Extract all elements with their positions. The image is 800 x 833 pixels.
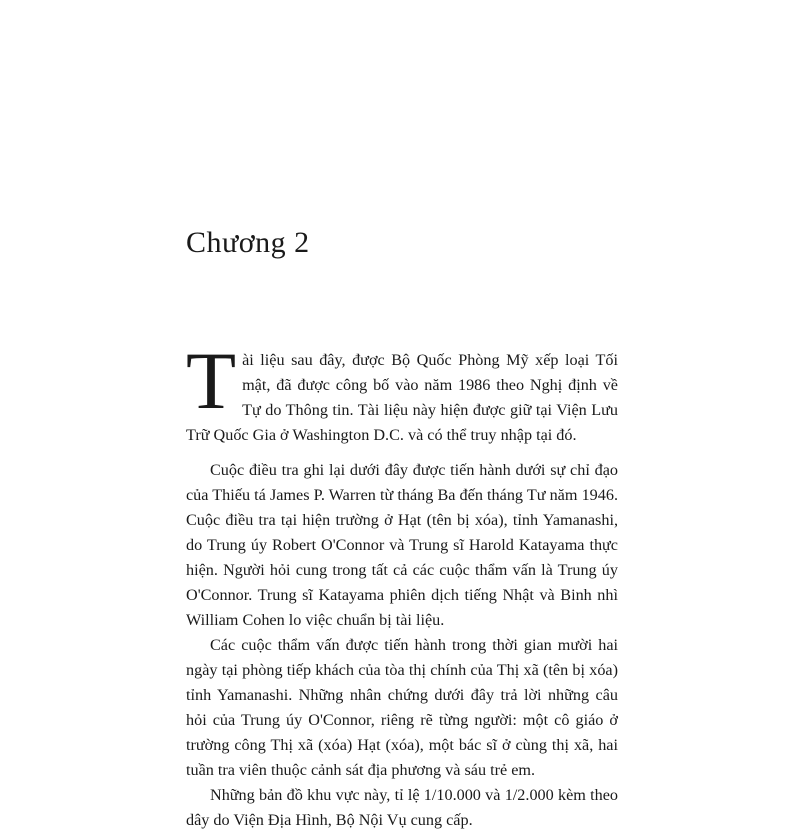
body-text — [186, 458, 618, 833]
intro-text: ài liệu sau đây, được Bộ Quốc Phòng Mỹ xếp loại Tối mật, đã được công bố vào năm 1986 theo Nghị định về Tự do Thông tin. Tài liệu này hiện được giữ tại Viện Lưu Trữ Quốc Gia ở Washington D.C. và có thể truy nhập tại đó. — [186, 351, 618, 444]
paragraph-3: Những bản đồ khu vực này, tỉ lệ 1/10.000 và 1/2.000 kèm theo dây do Viện Địa Hình, Bộ Nội Vụ cung cấp. — [186, 786, 618, 829]
intro-paragraph — [186, 335, 618, 448]
paragraph-2: Các cuộc thẩm vấn được tiến hành trong thời gian mười hai ngày tại phòng tiếp khách của tòa thị chính của Thị xã (tên bị xóa) tỉnh Yamanashi. Những nhân chứng dưới đây trả lời những câu hỏi của Trung úy O'Connor, riêng rẽ từng người: một cô giáo ở trường công Thị xã (xóa) Hạt (xóa), một bác sĩ ở cùng thị xã, hai tuần tra viên thuộc cảnh sát địa phương và sáu trẻ em. — [186, 636, 618, 779]
drop-cap: T — [186, 335, 237, 426]
chapter-title: Chương 2 — [186, 226, 310, 259]
paragraph-1: Cuộc điều tra ghi lại dưới đây được tiến hành dưới sự chỉ đạo của Thiếu tá James P. Warren từ tháng Ba đến tháng Tư năm 1946. Cuộc điều tra tại hiện trường ở Hạt (tên bị xóa), tỉnh Yamanashi, do Trung úy Robert O'Connor và Trung sĩ Harold Katayama thực hiện. Người hỏi cung trong tất cả các cuộc thẩm vấn là Trung úy O'Connor. Trung sĩ Katayama phiên dịch tiếng Nhật và Binh nhì William Cohen lo việc chuẩn bị tài liệu. — [186, 461, 618, 629]
